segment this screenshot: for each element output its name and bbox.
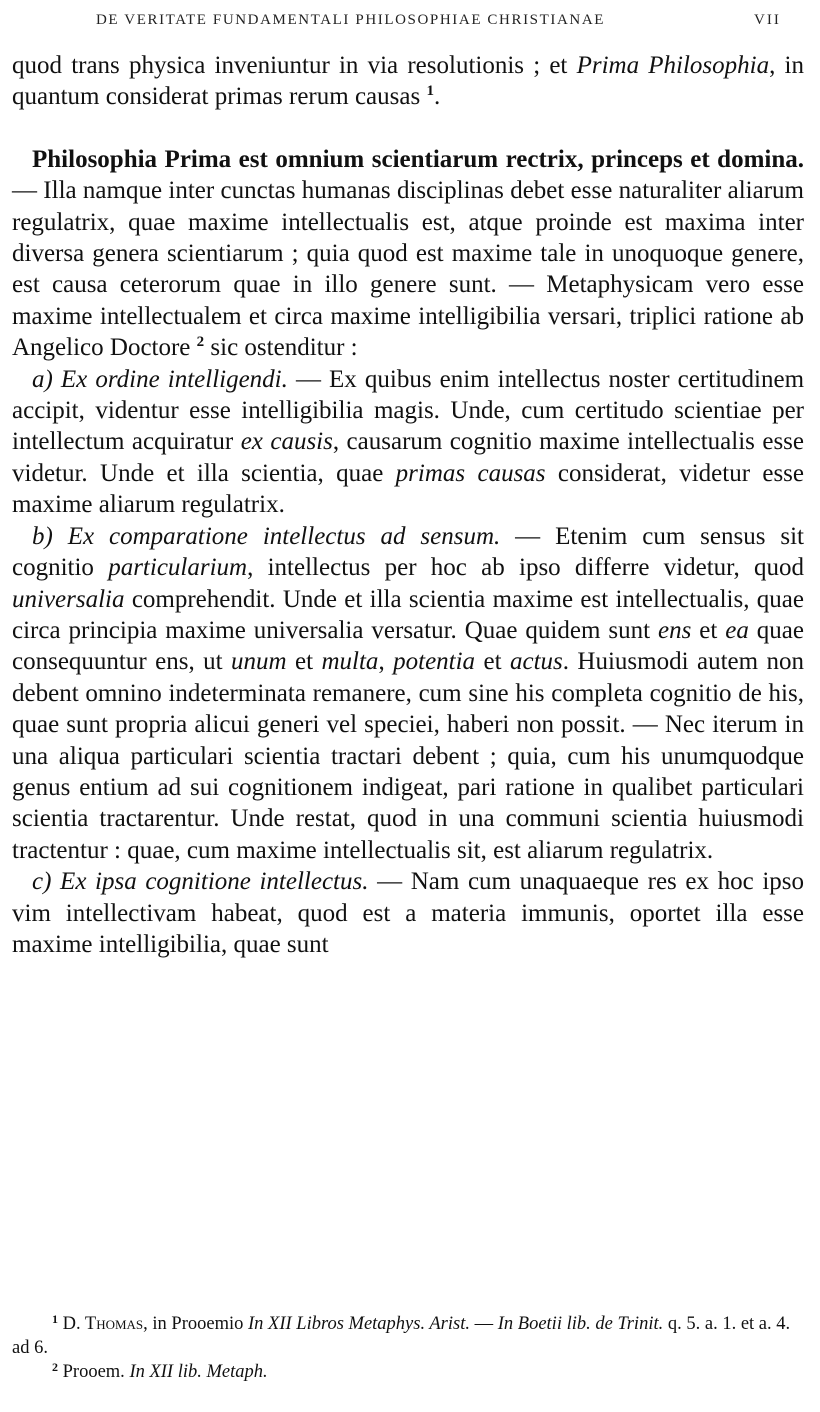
italic-run: particularium — [108, 554, 248, 582]
section-heading: Philosophia Prima est omnium scientiarum rectrix, princeps et domina. — [32, 145, 804, 173]
footnote-2 — [12, 1360, 804, 1384]
text-run: — Etenim cum sensus sit cognitio — [12, 522, 805, 582]
footnote-1 — [12, 1312, 804, 1360]
item-title: Ex ipsa cognitione intellectus. — [60, 868, 369, 896]
text-run: quod trans physica inveniuntur in via resolutionis ; et — [12, 52, 577, 79]
footnote-mark: 1 — [52, 1312, 58, 1326]
text-run: — Ex quibus enim intellectus noster certitudinem accipit, videntur esse intelligibilia magis. Unde, cum certitudo scientiae per intellectum acquiratur — [12, 365, 805, 456]
text-run: . Huiusmodi autem non debent omnino indeterminata remanere, cum sine his completa cognitio de his, quae sunt propria alicui generi vel speciei, haberi non possit. — Nec iterum in una aliqua particulari scientia tractari debent ; quia, cum his unumquodque genus entium ad sui cognitionem indigeat, pari ratione in qualibet particulari scientia tractarentur. Unde restat, quod in una communi scientia huiusmodi tractentur : quae, cum maxime intellectualis sit, est aliarum regulatrix. — [12, 648, 804, 864]
text-run: q. 5. a. 1. et a. 4. ad 6. — [12, 1314, 791, 1358]
italic-run: ea — [725, 616, 749, 644]
text-run: et — [475, 648, 510, 676]
text-run: et — [286, 648, 322, 676]
footnote-ref-1: 1 — [426, 83, 434, 100]
paragraph-b — [12, 521, 804, 866]
text-run: — Illa namque inter cunctas humanas disciplinas debet esse naturaliter aliarum regulatrix, quae maxime intellectualis est, atque proinde est maxima inter diversa genera scientiarum ; quia quod est maxime tale in unoquoque genere, est causa ceterorum quae in illo genere sunt. — Metaphysicam vero esse maxime intellectualem et circa maxime intelligibilia versari, triplici ratione ab Angelico Doctore — [12, 177, 804, 362]
text-run: — Nam cum unaquaeque res ex hoc ipso vim intellectivam habeat, quod est a materia immunis, oportet illa esse maxime intelligibilia, quae sunt — [12, 868, 804, 958]
item-letter: b) — [32, 522, 68, 550]
italic-run: In Boetii lib. de Trinit. — [497, 1314, 664, 1334]
italic-run: ex causis — [240, 428, 333, 456]
italic-run: actus — [509, 648, 563, 676]
footnote-ref-2: 2 — [196, 334, 205, 351]
text-run: — — [470, 1314, 498, 1334]
italic-run: In XII lib. Metaph. — [129, 1362, 268, 1382]
text-run: comprehendit. Unde et illa scientia maxime est intellectualis, quae circa principia maxime universalia versatur. Quae quidem sunt — [12, 585, 804, 644]
footnote-author: D. Thomas — [58, 1314, 144, 1334]
text-run: , — [378, 648, 394, 676]
running-title: DE VERITATE FUNDAMENTALI PHILOSOPHIAE CHRISTIANAE — [96, 12, 606, 28]
text-run: Prooem. — [58, 1362, 130, 1382]
paragraph-a — [12, 364, 804, 521]
text-run: . — [433, 83, 441, 111]
body-text — [12, 50, 804, 960]
text-run: considerat, videtur esse maxime aliarum regulatrix. — [12, 459, 805, 519]
text-run: et — [691, 616, 726, 644]
text-run: , in quantum considerat primas rerum causas — [12, 52, 804, 111]
italic-run: potentia — [393, 648, 476, 676]
item-title: Ex ordine intelligendi. — [60, 365, 288, 393]
item-letter: a) — [32, 365, 61, 393]
italic-run: Prima Philosophia — [576, 52, 770, 79]
item-title: Ex comparatione intellectus ad sensum. — [67, 522, 501, 550]
item-letter: c) — [32, 868, 61, 896]
text-run: , intellectus per hoc ab ipso differre videtur, quod — [247, 554, 804, 582]
italic-run: ens — [657, 616, 692, 644]
text-run: sic ostenditur : — [204, 334, 358, 362]
paragraph-c — [12, 866, 804, 960]
text-run: , in Prooemio — [143, 1314, 248, 1334]
italic-run: multa — [321, 648, 379, 676]
paragraph-intro — [12, 50, 804, 113]
paragraph-main — [12, 144, 804, 364]
text-run: , causarum cognitio maxime intellectualis esse videtur. Unde et illa scientia, quae — [12, 428, 805, 487]
italic-run: unum — [231, 648, 287, 676]
footnotes — [12, 1312, 804, 1384]
italic-run: In XII Libros Metaphys. Arist. — [248, 1314, 470, 1334]
footnote-mark: 2 — [52, 1360, 58, 1374]
italic-run: primas causas — [395, 459, 546, 487]
text-run: quae consequuntur ens, ut — [12, 616, 804, 676]
page-number: VII — [754, 12, 781, 28]
italic-run: universalia — [12, 585, 125, 613]
